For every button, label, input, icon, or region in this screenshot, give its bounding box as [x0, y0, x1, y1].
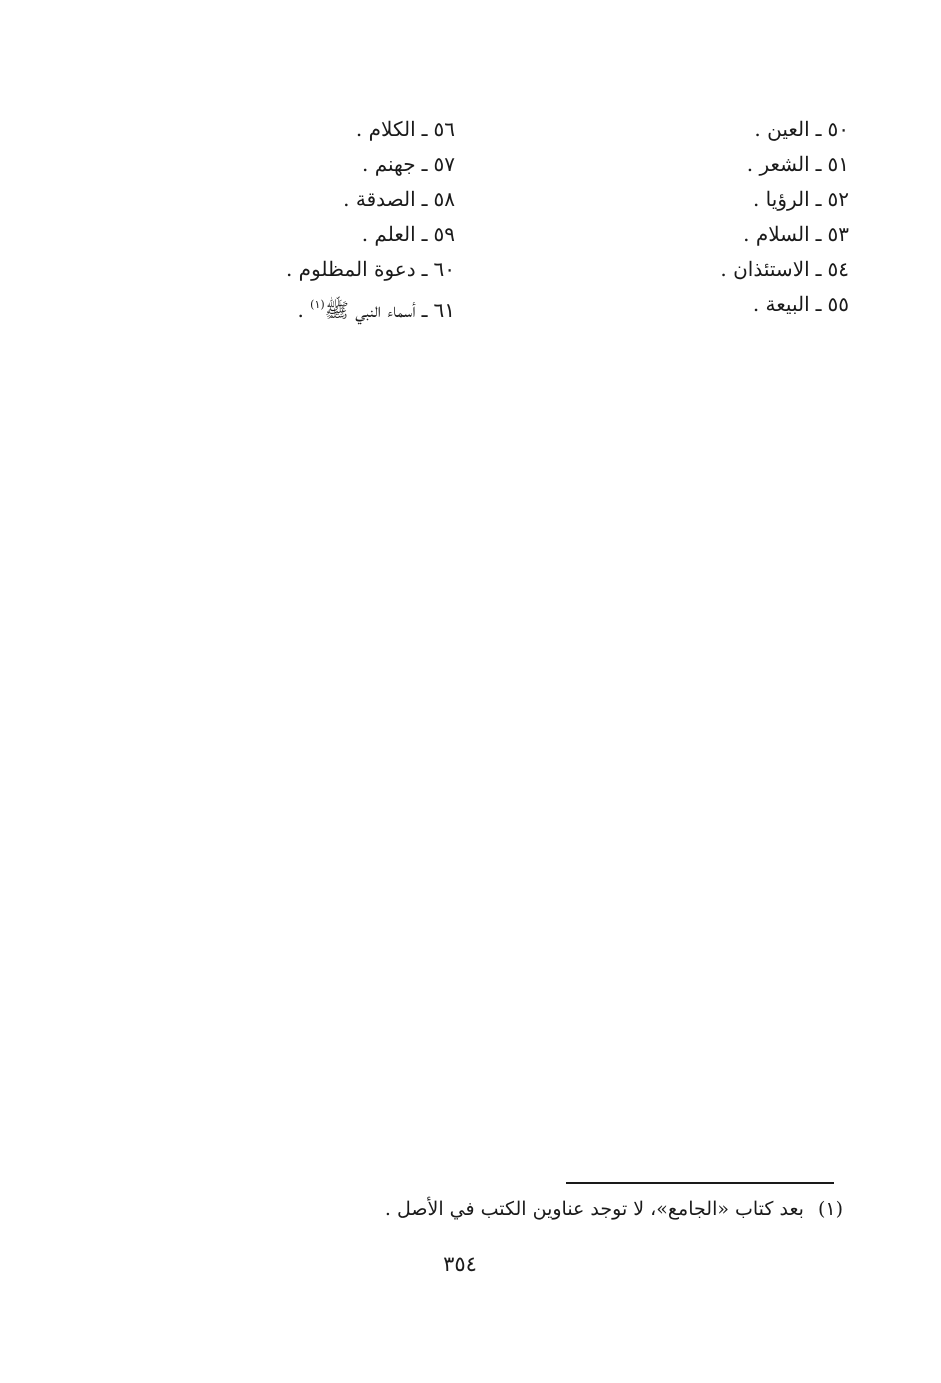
item-separator: ـ — [815, 257, 822, 281]
list-item — [155, 287, 455, 322]
footnote-text: بعد كتاب «الجامع»، لا توجد عناوين الكتب في الأصل . — [384, 1198, 804, 1220]
item-separator: ـ — [815, 152, 822, 176]
item-separator: ـ — [421, 117, 428, 141]
item-title: دعوة المظلوم . — [285, 257, 416, 281]
footnote-divider — [566, 1182, 834, 1184]
item-number: ٥١ — [827, 152, 849, 176]
item-number: ٥٦ — [433, 117, 455, 141]
list-item — [589, 147, 849, 182]
item-number: ٥٢ — [827, 187, 849, 211]
item-number: ٦١ — [433, 298, 455, 322]
chapter-list-left — [155, 112, 455, 322]
item-number: ٥٧ — [433, 152, 455, 176]
footnote-reference: (١) — [310, 298, 325, 311]
footnote — [283, 1192, 843, 1226]
item-title: الاستئذان . — [720, 257, 810, 281]
chapter-list-right — [589, 112, 849, 322]
list-item — [589, 217, 849, 252]
item-number: ٥٥ — [827, 292, 849, 316]
item-separator: ـ — [421, 187, 428, 211]
item-separator: ـ — [421, 222, 428, 246]
item-title: الرؤيا . — [752, 187, 810, 211]
item-title: الكلام . — [355, 117, 416, 141]
item-number: ٥٩ — [433, 222, 455, 246]
item-separator: ـ — [815, 292, 822, 316]
item-title-tail: . — [297, 298, 311, 322]
item-title: أسماء النبي ﷺ — [324, 298, 416, 322]
item-title: العين . — [754, 117, 810, 141]
list-item — [589, 252, 849, 287]
list-item — [155, 217, 455, 252]
item-number: ٥٨ — [433, 187, 455, 211]
item-separator: ـ — [815, 117, 822, 141]
item-number: ٥٣ — [827, 222, 849, 246]
list-item — [589, 287, 849, 322]
list-item — [589, 112, 849, 147]
item-title: السلام . — [743, 222, 810, 246]
item-number: ٥٠ — [827, 117, 849, 141]
list-item — [589, 182, 849, 217]
item-title: الشعر . — [746, 152, 810, 176]
item-title: العلم . — [361, 222, 416, 246]
item-separator: ـ — [421, 298, 428, 322]
footnote-mark: (١) — [817, 1198, 843, 1220]
item-number: ٦٠ — [433, 257, 455, 281]
item-title: البيعة . — [752, 292, 810, 316]
item-separator: ـ — [421, 257, 428, 281]
list-item — [155, 112, 455, 147]
list-item — [155, 182, 455, 217]
item-separator: ـ — [815, 222, 822, 246]
item-separator: ـ — [421, 152, 428, 176]
page-number: ٣٥٤ — [443, 1252, 477, 1276]
list-item — [155, 252, 455, 287]
item-separator: ـ — [815, 187, 822, 211]
item-number: ٥٤ — [827, 257, 849, 281]
list-item — [155, 147, 455, 182]
item-title: الصدقة . — [343, 187, 416, 211]
item-title: جهنم . — [362, 152, 416, 176]
